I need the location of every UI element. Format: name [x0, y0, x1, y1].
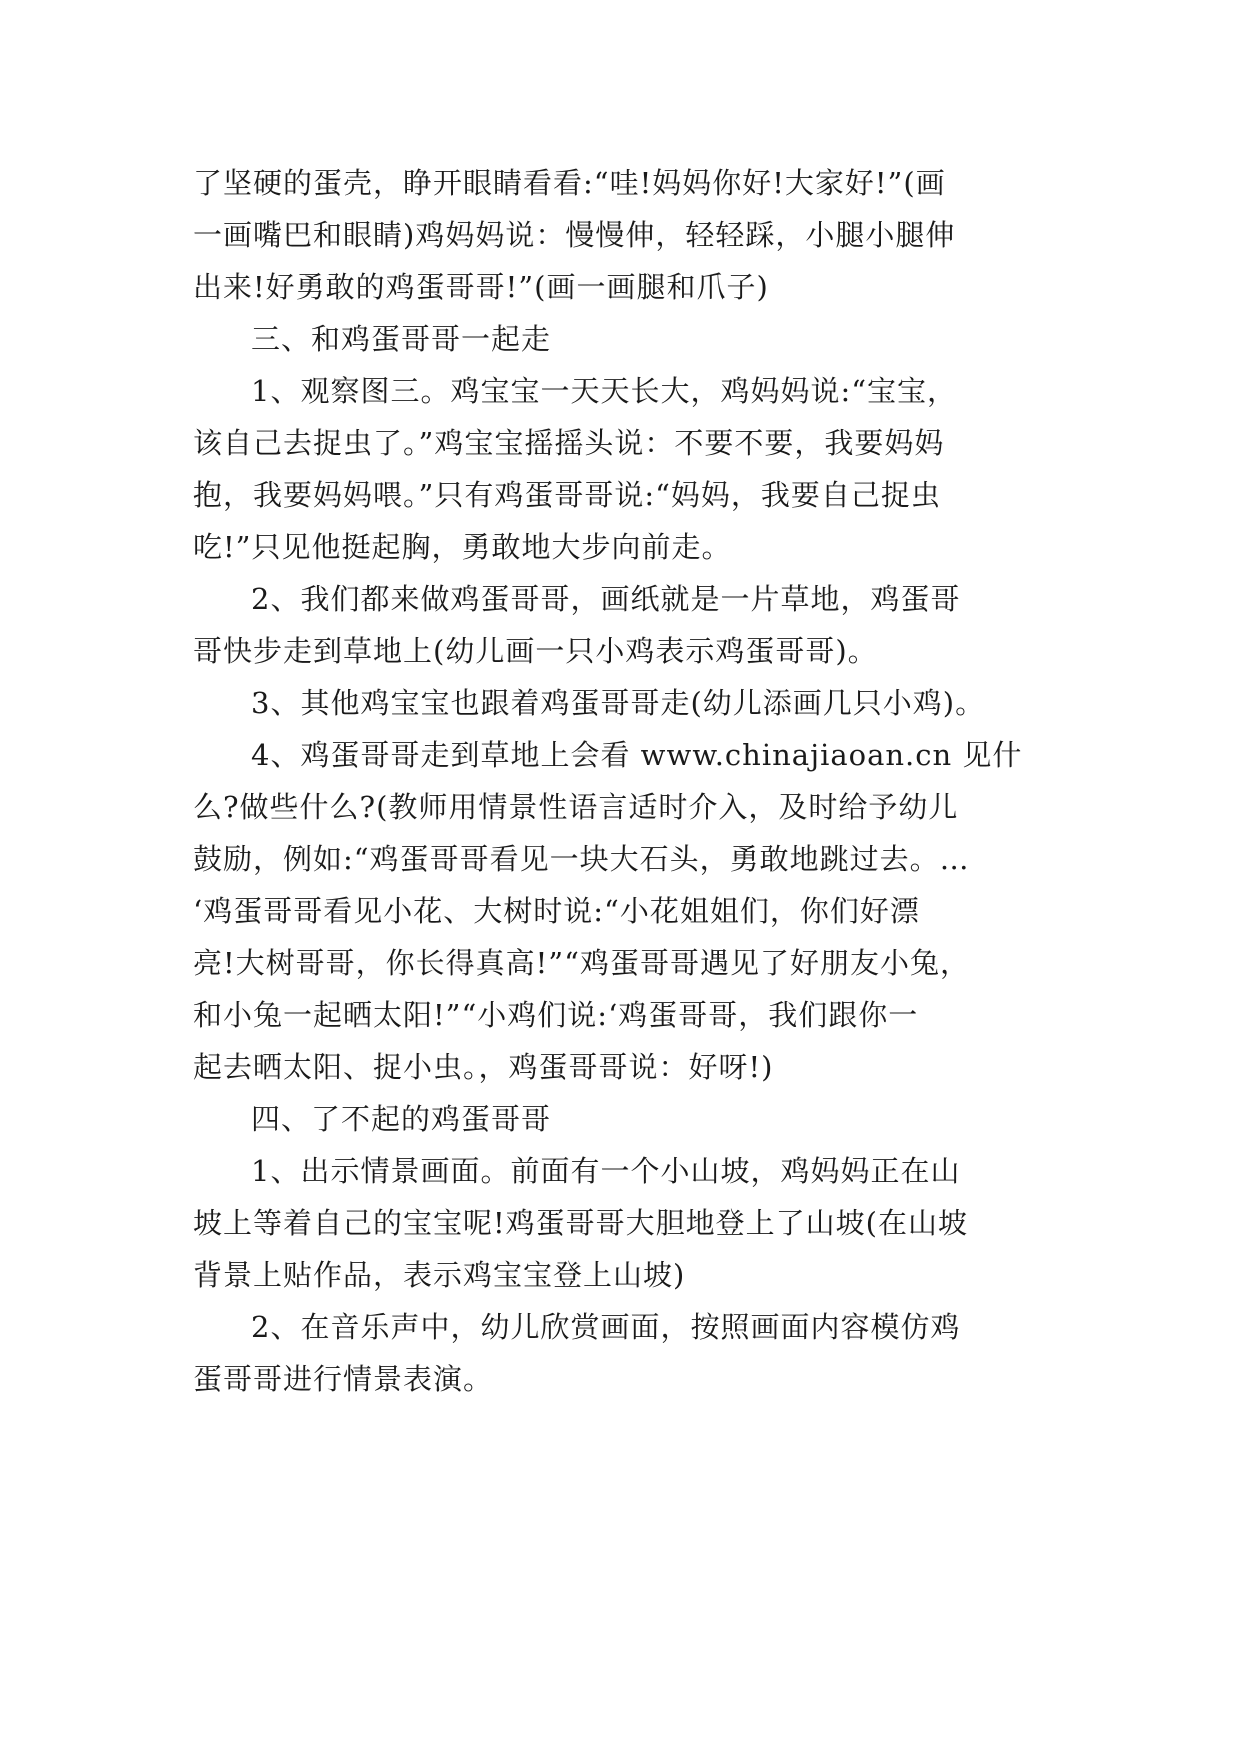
text-line: 蛋哥哥进行情景表演。	[193, 1362, 494, 1396]
text-line: 2、在音乐声中，幼儿欣赏画面，按照画面内容模仿鸡	[251, 1310, 961, 1344]
text-line: 吃!”只见他挺起胸，勇敢地大步向前走。	[193, 530, 732, 564]
text-line: 一画嘴巴和眼睛)鸡妈妈说：慢慢伸，轻轻踩，小腿小腿伸	[193, 218, 956, 252]
text-line: 1、观察图三。鸡宝宝一天天长大，鸡妈妈说:“宝宝，	[251, 374, 958, 408]
text-line: 背景上贴作品，表示鸡宝宝登上山坡)	[193, 1258, 686, 1292]
text-line: 亮!大树哥哥，你长得真高!”“鸡蛋哥哥遇见了好朋友小兔，	[193, 946, 970, 980]
text-line: 该自己去捉虫了。”鸡宝宝摇摇头说：不要不要，我要妈妈	[193, 426, 945, 460]
text-line: 1、出示情景画面。前面有一个小山坡，鸡妈妈正在山	[251, 1154, 961, 1188]
section-heading: 三、和鸡蛋哥哥一起走	[251, 322, 552, 356]
text-line: 起去晒太阳、捉小虫。，鸡蛋哥哥说：好呀!)	[193, 1050, 774, 1084]
text-line: ‘鸡蛋哥哥看见小花、大树时说:“小花姐姐们，你们好漂	[193, 894, 920, 928]
text-line: 和小兔一起晒太阳!”“小鸡们说:‘鸡蛋哥哥，我们跟你一	[193, 998, 919, 1032]
text-line: 2、我们都来做鸡蛋哥哥，画纸就是一片草地，鸡蛋哥	[251, 582, 961, 616]
section-heading: 四、了不起的鸡蛋哥哥	[251, 1102, 552, 1136]
text-line: 抱，我要妈妈喂。”只有鸡蛋哥哥说:“妈妈，我要自己捉虫	[193, 478, 941, 512]
text-line: 4、鸡蛋哥哥走到草地上会看 www.chinajiaoan.cn 见什	[251, 738, 1023, 772]
text-line: 坡上等着自己的宝宝呢!鸡蛋哥哥大胆地登上了山坡(在山坡	[193, 1206, 968, 1240]
text-line: 哥快步走到草地上(幼儿画一只小鸡表示鸡蛋哥哥)。	[193, 634, 878, 668]
text-line: 了坚硬的蛋壳，睁开眼睛看看:“哇!妈妈你好!大家好!”(画	[193, 166, 946, 200]
text-line: 么?做些什么?(教师用情景性语言适时介入，及时给予幼儿	[193, 790, 959, 824]
text-line: 鼓励，例如:“鸡蛋哥哥看见一块大石头，勇敢地跳过去。…	[193, 842, 970, 876]
text-line: 3、其他鸡宝宝也跟着鸡蛋哥哥走(幼儿添画几只小鸡)。	[251, 686, 986, 720]
text-line: 出来!好勇敢的鸡蛋哥哥!”(画一画腿和爪子)	[193, 270, 769, 304]
